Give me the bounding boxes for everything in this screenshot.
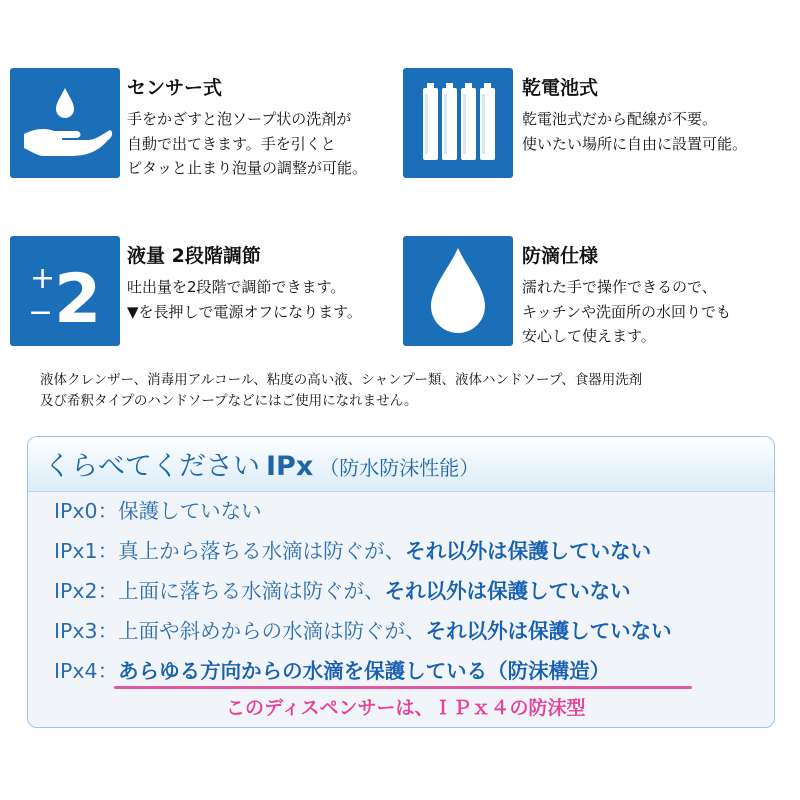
- ipx-desc: 真上から落ちる水滴は防ぐが、: [118, 539, 406, 563]
- feature-body-battery: [522, 107, 747, 156]
- ipx-emphasis: それ以外は保護していない: [384, 579, 631, 603]
- ipx-code: IPx2：: [54, 579, 119, 603]
- ipx-comparison-panel: [27, 436, 775, 728]
- feature-title-battery: 乾電池式: [522, 77, 599, 99]
- number-two-glyph: 2: [54, 260, 102, 339]
- ipx-code: IPx1：: [54, 539, 119, 563]
- dispenser-rating-highlight: このディスペンサーは、ＩＰｘ４の防沫型: [226, 697, 586, 719]
- ipx1-row: [54, 534, 651, 564]
- feature-line: 安心して使えます。: [522, 327, 656, 345]
- plus-glyph: +: [30, 261, 56, 296]
- feature-line: 使いたい場所に自由に設置可能。: [522, 134, 748, 153]
- ipx4-row: [54, 654, 610, 684]
- ipx-code: IPx4：: [54, 659, 119, 683]
- feature-line: 乾電池式だから配線が不要。: [522, 110, 718, 128]
- battery-icon: [403, 68, 513, 178]
- minus-glyph: −: [28, 295, 54, 330]
- water-drop-icon: [403, 236, 513, 346]
- feature-line: ピタッと止まり泡量の調整が可能。: [127, 159, 368, 177]
- volume-icon-tile: [10, 236, 120, 346]
- usage-note: [40, 370, 642, 412]
- ipx3-row: [54, 614, 672, 644]
- ipx-panel-header: [28, 437, 774, 492]
- ipx-emphasis: それ以外は保護していない: [405, 539, 652, 563]
- ipx-panel-title: [44, 444, 479, 483]
- feature-line: 吐出量を2段階で調節できます。: [127, 278, 346, 296]
- sensor-icon-tile: [10, 68, 120, 178]
- note-line: 液体クレンザー、消毒用アルコール、粘度の高い液、シャンプー類、液体ハンドソープ、食器用洗剤: [40, 372, 643, 388]
- feature-title-volume: 液量 2段階調節: [127, 245, 261, 267]
- ipx-desc: 保護していない: [118, 499, 262, 523]
- ipx2-row: [54, 574, 631, 604]
- ipx-code: IPx3：: [54, 619, 119, 643]
- ipx-desc: 上面に落ちる水滴は防ぐが、: [118, 579, 385, 603]
- feature-body-volume: [127, 275, 362, 324]
- feature-line: ▼を長押しで電源オフになります。: [127, 302, 362, 321]
- title-ipx: IPx: [266, 451, 314, 482]
- ipx-code: IPx0：: [54, 499, 119, 523]
- ipx4-underline: [114, 686, 692, 689]
- dripproof-icon-tile: [403, 236, 513, 346]
- feature-line: 濡れた手で操作できるので、: [522, 278, 717, 296]
- battery-icon-tile: [403, 68, 513, 178]
- plus-minus-2-icon: [10, 236, 120, 346]
- ipx-desc: 上面や斜めからの水滴は防ぐが、: [118, 619, 426, 643]
- ipx-emphasis: あらゆる方向からの水滴を保護している（防沫構造）: [118, 659, 611, 683]
- feature-body-dripproof: [522, 275, 731, 349]
- ipx-emphasis: それ以外は保護していない: [425, 619, 672, 643]
- ipx0-row: [54, 494, 262, 524]
- feature-body-sensor: [127, 107, 367, 181]
- hand-droplet-icon: [10, 68, 120, 178]
- title-main: くらべてください: [44, 451, 260, 482]
- feature-line: 自動で出てきます。手を引くと: [127, 134, 336, 153]
- feature-line: キッチンや洗面所の水回りでも: [522, 302, 731, 321]
- note-line: 及び希釈タイプのハンドソープなどにはご使用になれません。: [40, 393, 418, 409]
- feature-title-dripproof: 防滴仕様: [522, 245, 599, 267]
- feature-line: 手をかざすと泡ソープ状の洗剤が: [127, 110, 352, 128]
- title-sub: （防水防沫性能）: [319, 456, 480, 480]
- feature-title-sensor: センサー式: [127, 77, 223, 99]
